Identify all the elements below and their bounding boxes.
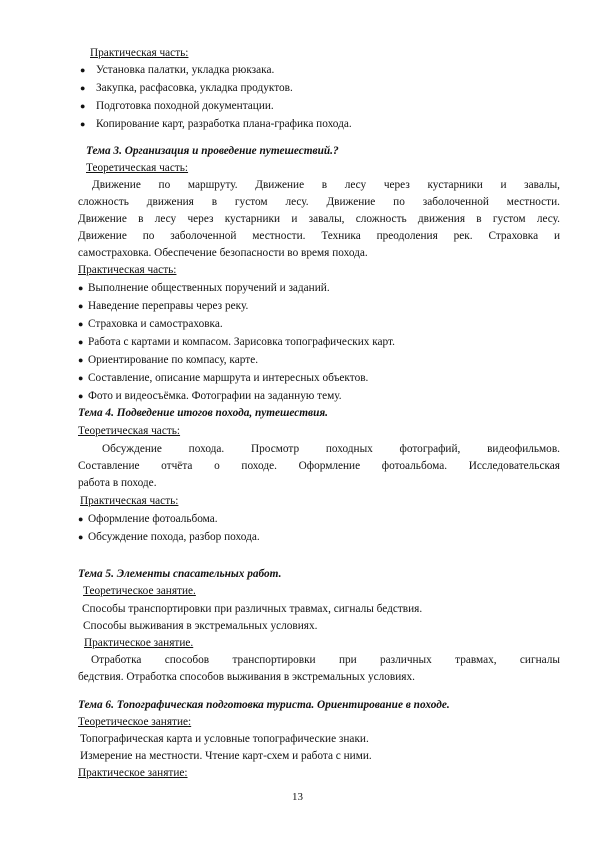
list-item: ● Ориентирование по компасу, карте.	[78, 354, 259, 366]
section-title: Тема 6. Топографическая подготовка туриста. Ориентирование в походе.	[78, 699, 450, 711]
paragraph-line: Способы транспортировки при различных травмах, сигналы бедствия.	[82, 603, 423, 615]
list-item: ● Составление, описание маршрута и интересных объектов.	[78, 372, 369, 384]
paragraph-line: Движение по заболоченной местности. Техника преодоления рек. Страховка и	[78, 230, 560, 242]
list-item: ● Фото и видеосъёмка. Фотографии на заданную тему.	[78, 390, 342, 402]
practical-heading: Практическая часть:	[90, 47, 189, 59]
list-item: ● Страховка и самостраховка.	[78, 318, 223, 330]
practical-heading: Практическая часть:	[80, 495, 179, 507]
theory-heading: Теоретическое занятие:	[78, 716, 192, 728]
list-item: ● Обсуждение похода, разбор похода.	[78, 531, 260, 543]
practical-heading: Практическая часть:	[78, 264, 177, 276]
list-item: ● Закупка, расфасовка, укладка продуктов.	[80, 82, 293, 94]
paragraph-line: Движение по маршруту. Движение в лесу через кустарники и завалы,	[92, 179, 560, 191]
practical-heading: Практическое занятие.	[84, 637, 194, 649]
paragraph-line: сложность движения в густом лесу. Движение по заболоченной местности.	[78, 196, 560, 208]
practical-heading: Практическое занятие:	[78, 767, 188, 779]
list-item: ● Наведение переправы через реку.	[78, 300, 249, 312]
list-item: ● Копирование карт, разработка плана-графика похода.	[80, 118, 352, 130]
paragraph-line: Движение в лесу через кустарники и завалы, сложность движения в густом лесу.	[78, 213, 560, 225]
list-item: ● Выполнение общественных поручений и заданий.	[78, 282, 330, 294]
paragraph-line: работа в походе.	[78, 477, 157, 489]
paragraph-line: Измерение на местности. Чтение карт-схем и работа с ними.	[80, 750, 372, 762]
paragraph-line: Топографическая карта и условные топографические знаки.	[80, 733, 369, 745]
theory-heading: Теоретическая часть:	[86, 162, 189, 174]
paragraph-line: самостраховка. Обеспечение безопасности во время похода.	[78, 247, 368, 259]
paragraph-line: бедствия. Отработка способов выживания в экстремальных условиях.	[78, 671, 415, 683]
list-item: ● Установка палатки, укладка рюкзака.	[80, 64, 275, 76]
section-title: Тема 3. Организация и проведение путешествий.?	[86, 145, 339, 157]
theory-heading: Теоретическая часть:	[78, 425, 181, 437]
section-title: Тема 5. Элементы спасательных работ.	[78, 568, 282, 580]
section-title: Тема 4. Подведение итогов похода, путешествия.	[78, 407, 329, 419]
paragraph-line: Обсуждение похода. Просмотр походных фотографий, видеофильмов.	[102, 443, 560, 455]
list-item: ● Подготовка походной документации.	[80, 100, 274, 112]
page-number: 13	[292, 791, 303, 803]
paragraph-line: Отработка способов транспортировки при различных травмах, сигналы	[91, 654, 560, 666]
list-item: ● Работа с картами и компасом. Зарисовка топографических карт.	[78, 336, 395, 348]
list-item: ● Оформление фотоальбома.	[78, 513, 218, 525]
paragraph-line: Составление отчёта о походе. Оформление фотоальбома. Исследовательская	[78, 460, 560, 472]
paragraph-line: Способы выживания в экстремальных условиях.	[83, 620, 318, 632]
theory-heading: Теоретическое занятие.	[83, 585, 196, 597]
